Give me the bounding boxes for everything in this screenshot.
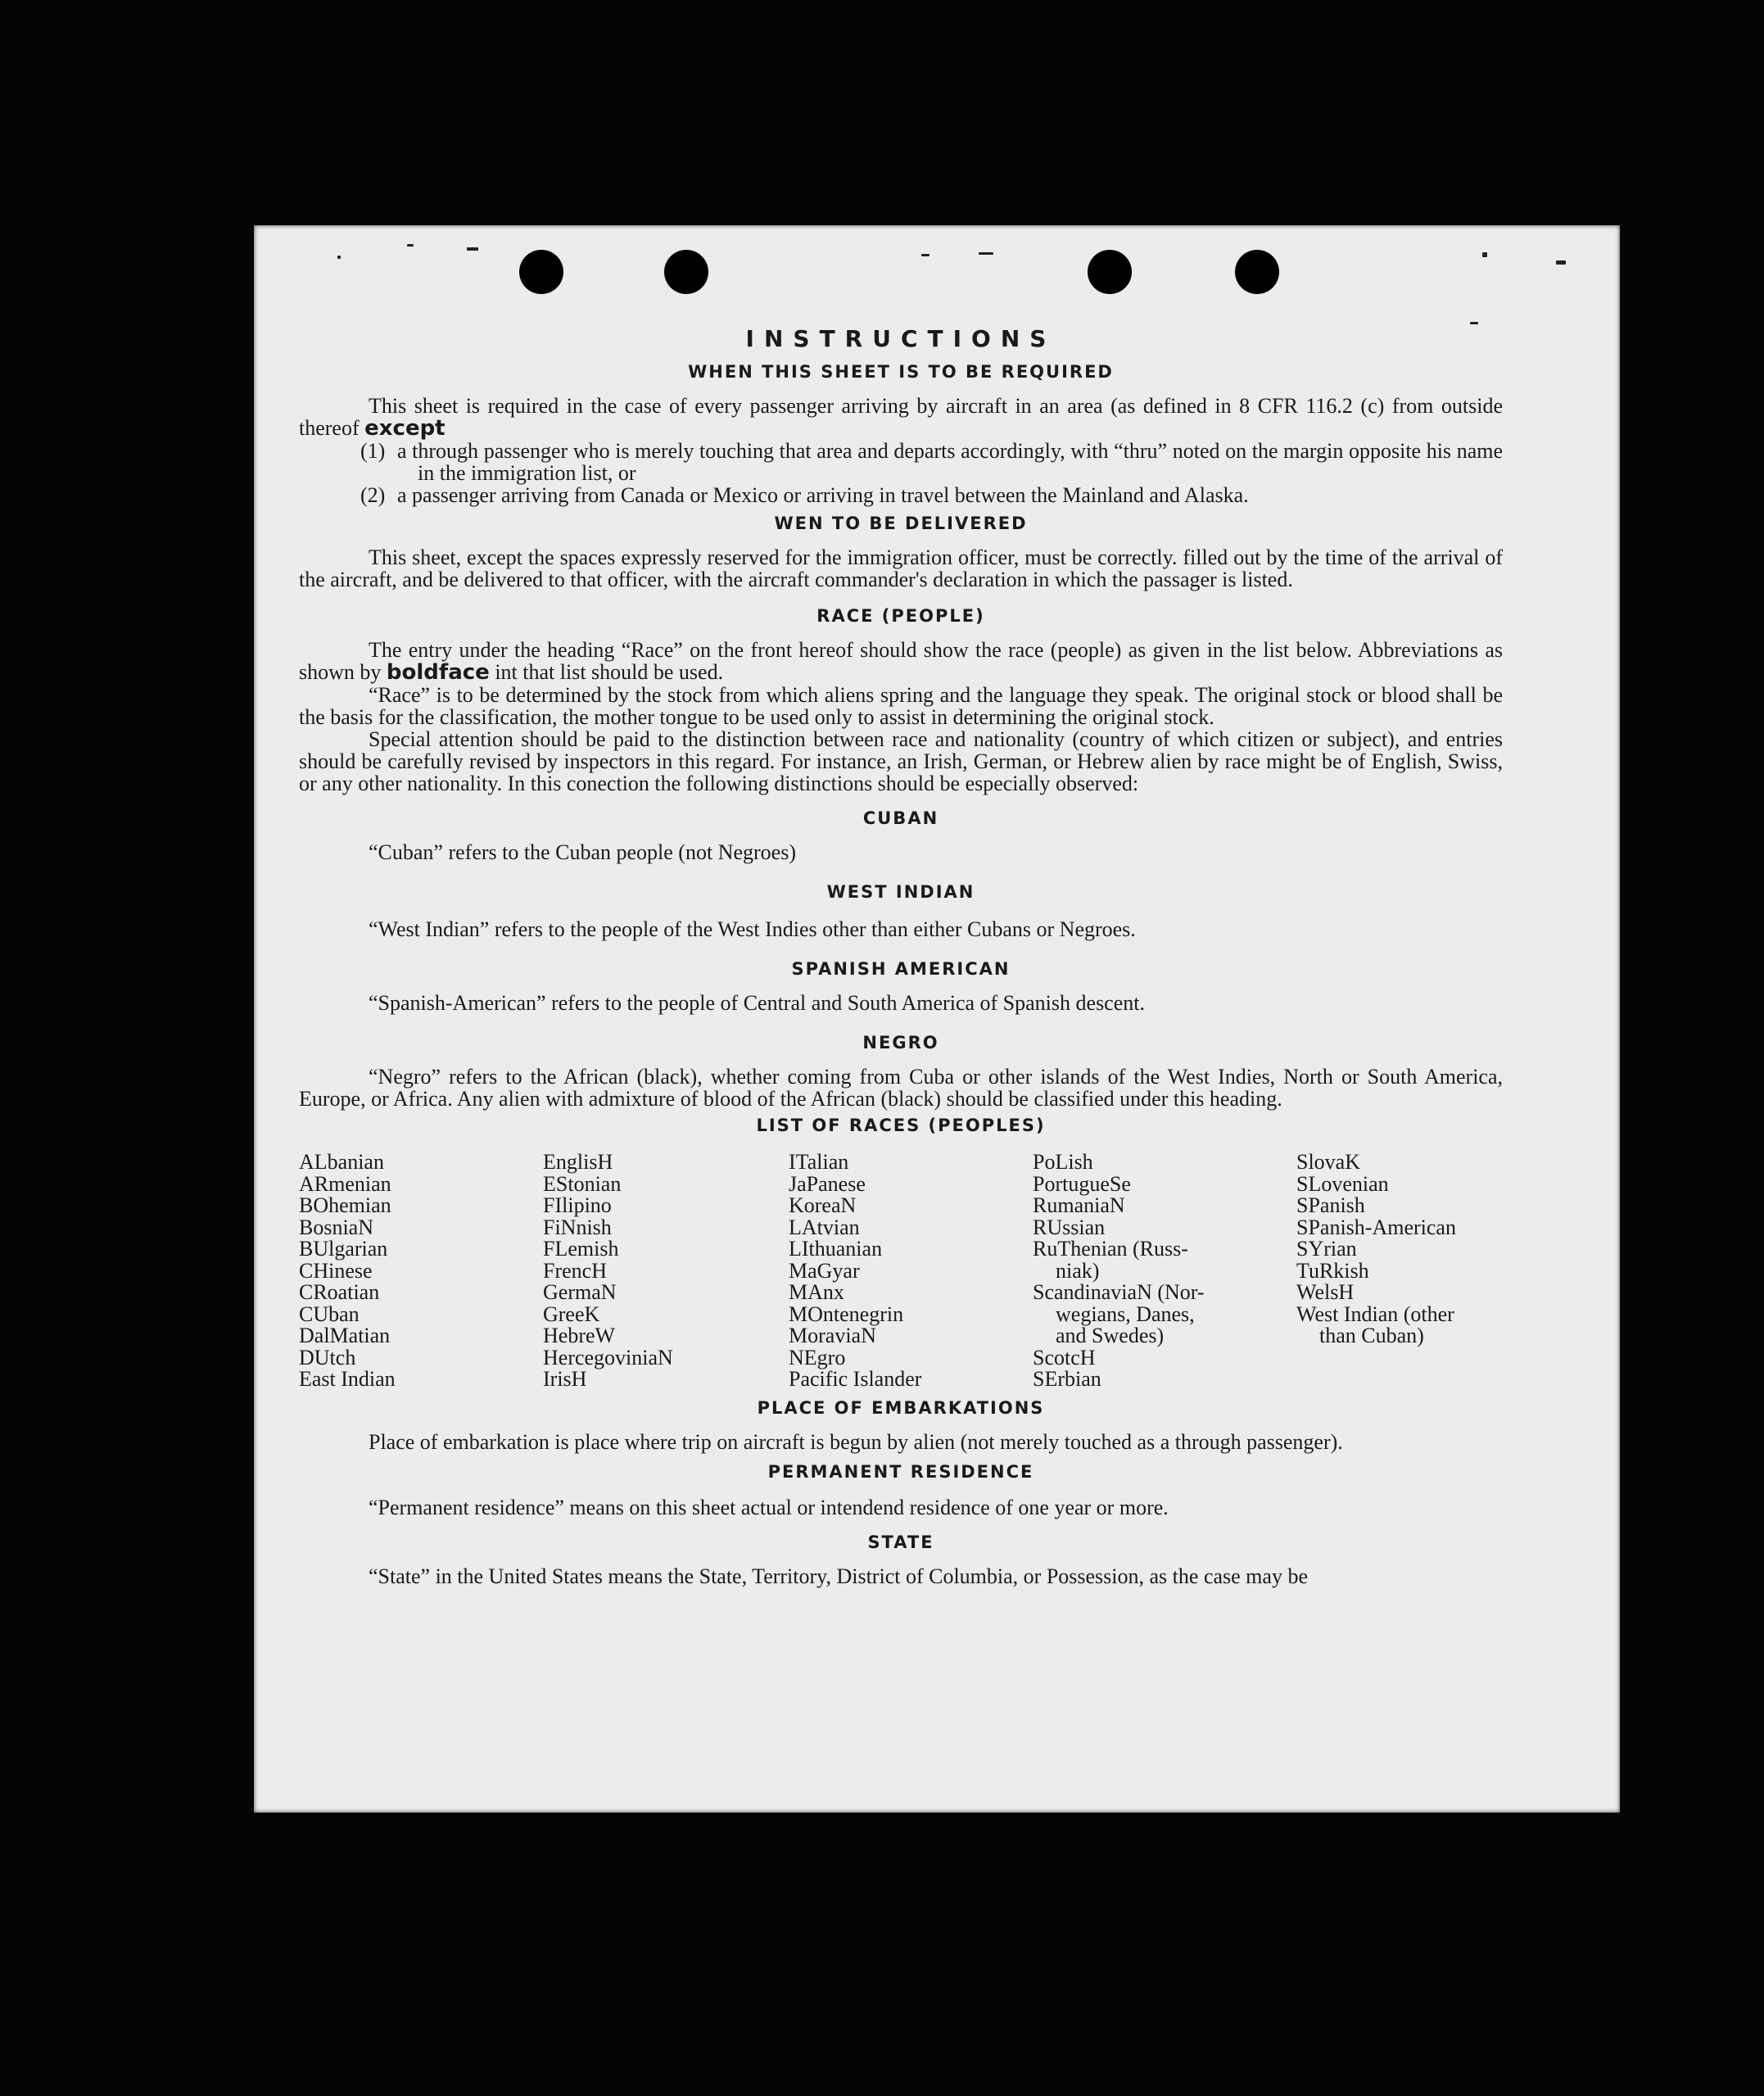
race-list-item: ScandinaviaN (Nor- (1033, 1280, 1205, 1304)
race-list-item: SYrian (1296, 1237, 1357, 1261)
heading-permanent-residence: PERMANENT RESIDENCE (767, 1461, 1034, 1482)
boldface-keyword: boldface (386, 660, 490, 685)
race-list-item: KoreaN (789, 1193, 857, 1217)
race-list-column-3 (789, 1152, 1033, 1391)
race-list-item: PoLish (1033, 1150, 1093, 1174)
race-list-item: ScotcH (1033, 1345, 1096, 1369)
race-list-item: East Indian (299, 1367, 396, 1391)
race-list-item: CUban (299, 1302, 360, 1326)
negro-text: “Negro” refers to the African (black), whether coming from Cuba or other islands of the West Indies, North or South America, Europe, or Africa. Any alien with admixture of blood of the African (black) should be classified under this heading. (299, 1065, 1503, 1111)
permanent-residence-text: “Permanent residence” means on this sheet actual or intendend residence of one year or more. (369, 1495, 1169, 1519)
speck-mark (407, 244, 414, 247)
race-list-item: EStonian (543, 1171, 622, 1196)
speck-mark (921, 254, 929, 256)
race-list-item: DalMatian (299, 1324, 391, 1347)
speck-mark (1482, 252, 1487, 257)
heading-delivered: WEN TO BE DELIVERED (774, 514, 1028, 533)
embarkation-text: Place of embarkation is place where trip on aircraft is begun by alien (not merely touched as a through passenger). (369, 1429, 1343, 1454)
punch-hole (1235, 250, 1279, 294)
heading-state: STATE (867, 1532, 934, 1552)
race-list-item: CRoatian (299, 1280, 380, 1304)
race-list-item: SPanish-American (1296, 1215, 1456, 1239)
race-list-item: BosniaN (299, 1215, 373, 1239)
speck-mark (1470, 322, 1478, 324)
race-list-item: SErbian (1033, 1367, 1101, 1391)
race-list-column-1 (299, 1152, 543, 1391)
race-list-item: RuThenian (Russ- (1033, 1237, 1188, 1261)
race-list-item: LAtvian (789, 1215, 860, 1239)
west-indian-text: “West Indian” refers to the people of the West Indies other than either Cubans or Negroes. (369, 917, 1136, 941)
race-paragraph-1: The entry under the heading “Race” on the front hereof should show the race (people) as given in the list below. Abbreviations as shown by boldface int that list should be used. (299, 638, 1503, 685)
race-list-item: SPanish (1296, 1193, 1365, 1217)
race-list-column-5 (1296, 1152, 1501, 1391)
race-list-item: PortugueSe (1033, 1171, 1131, 1196)
race-list-item: JaPanese (789, 1171, 866, 1196)
speck-mark (1556, 260, 1566, 265)
race-list-column-2 (543, 1152, 789, 1391)
state-text: “State” in the United States means the State, Territory, District of Columbia, or Possession, as the case may be (369, 1564, 1308, 1588)
race-paragraph-3: Special attention should be paid to the distinction between race and nationality (country of which citizen or subject), and entries should be carefully revised by inspectors in this regard. For instance, an Irish, German, or Hebrew alien by race might be of English, Swiss, or any other nationality. In this conection the following distinctions should be especially observed: (299, 727, 1503, 795)
punch-hole (1088, 250, 1132, 294)
race-paragraph-2: “Race” is to be determined by the stock from which aliens spring and the language they speak. The original stock or blood shall be the basis for the classification, the mother tongue to be used only to assist in determining the original stock. (299, 683, 1503, 729)
instructions-content (299, 325, 1503, 1588)
race-list-item: ARmenian (299, 1171, 391, 1196)
race-list-item: than Cuban) (1319, 1324, 1424, 1347)
race-list-item: ALbanian (299, 1150, 384, 1174)
race-list-item: niak) (1056, 1258, 1100, 1283)
except-keyword: except (364, 416, 446, 441)
race-list-item: RUssian (1033, 1215, 1106, 1239)
race-list-item: West Indian (other (1296, 1302, 1454, 1326)
required-item-1: (1) a through passenger who is merely touching that area and departs accordingly, with “thru” noted on the margin opposite his name in the immigration list, or (360, 439, 1503, 485)
race-list-item: SlovaK (1296, 1150, 1360, 1174)
race-list-item: FiNnish (543, 1215, 612, 1239)
heading-race: RACE (PEOPLE) (816, 606, 985, 626)
race-list-item: LIthuanian (789, 1237, 883, 1261)
race-list-item: EnglisH (543, 1150, 613, 1174)
heading-negro: NEGRO (862, 1033, 939, 1053)
race-list-item: FrencH (543, 1258, 607, 1283)
race-list-item: FIlipino (543, 1193, 612, 1217)
race-list-item: HercegoviniaN (543, 1345, 673, 1369)
race-list-item: IrisH (543, 1367, 587, 1391)
race-list-item: WelsH (1296, 1280, 1355, 1304)
speck-mark (467, 247, 478, 251)
race-list-item: MaGyar (789, 1258, 860, 1283)
race-list-item: wegians, Danes, (1056, 1302, 1195, 1326)
race-list-item: ITalian (789, 1150, 849, 1174)
speck-mark (979, 252, 993, 255)
speck-mark (337, 256, 341, 259)
race-list-item: DUtch (299, 1345, 356, 1369)
page-title: INSTRUCTIONS (745, 325, 1056, 352)
race-list-item: GreeK (543, 1302, 600, 1326)
race-list-item: CHinese (299, 1258, 373, 1283)
race-list-item: SLovenian (1296, 1171, 1389, 1196)
race-list-item: HebreW (543, 1324, 616, 1347)
required-intro: This sheet is required in the case of every passenger arriving by aircraft in an area (as defined in 8 CFR 116.2 (c) from outside thereof except (299, 394, 1503, 441)
required-item-2: (2) a passenger arriving from Canada or Mexico or arriving in travel between the Mainland and Alaska. (360, 483, 1249, 507)
race-list-item: MOntenegrin (789, 1302, 904, 1326)
delivered-text: This sheet, except the spaces expressly reserved for the immigration officer, must be correctly. filled out by the time of the arrival of the aircraft, and be delivered to that officer, with the aircraft commander's declaration in which the passager is listed. (299, 546, 1503, 591)
race-list-item: NEgro (789, 1345, 846, 1369)
heading-cuban: CUBAN (862, 808, 939, 828)
race-list-item: BUlgarian (299, 1237, 388, 1261)
heading-embarkation: PLACE OF EMBARKATIONS (757, 1397, 1045, 1418)
heading-required: WHEN THIS SHEET IS TO BE REQUIRED (688, 362, 1114, 382)
race-list-item: and Swedes) (1056, 1324, 1165, 1347)
punch-hole (664, 250, 708, 294)
race-list-item: GermaN (543, 1280, 617, 1304)
race-list-item: MoraviaN (789, 1324, 876, 1347)
heading-west-indian: WEST INDIAN (826, 882, 975, 902)
punch-hole (519, 250, 563, 294)
race-list-item: Pacific Islander (789, 1367, 922, 1391)
race-list-item: BOhemian (299, 1193, 391, 1217)
heading-spanish-american: SPANISH AMERICAN (791, 959, 1011, 979)
cuban-text: “Cuban” refers to the Cuban people (not Negroes) (369, 840, 796, 864)
spanish-american-text: “Spanish-American” refers to the people of Central and South America of Spanish descent. (369, 991, 1145, 1015)
race-list-item: MAnx (789, 1280, 844, 1304)
race-list-item: TuRkish (1296, 1258, 1369, 1283)
heading-list-of-races: LIST OF RACES (PEOPLES) (756, 1116, 1046, 1135)
race-list-item: RumaniaN (1033, 1193, 1125, 1217)
race-list-table (299, 1152, 1503, 1391)
race-list-column-4 (1033, 1152, 1296, 1391)
race-list-item: FLemish (543, 1237, 619, 1261)
